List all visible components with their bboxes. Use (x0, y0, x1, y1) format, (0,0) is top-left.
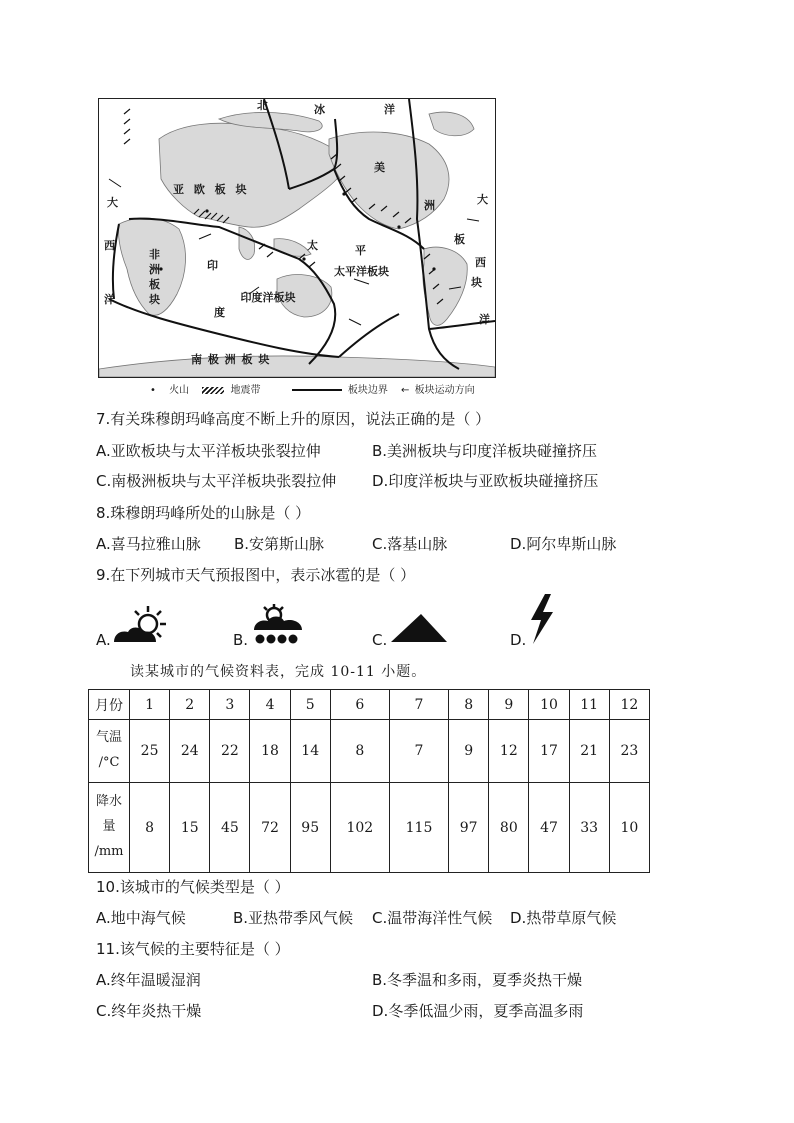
map-label-atlantic-r-yang: 洋 (479, 313, 490, 326)
map-label-atlantic-r-da: 大 (477, 193, 488, 206)
precip-cell: 8 (130, 783, 170, 873)
q11-option-b[interactable]: B.冬季温和多雨，夏季炎热干燥 (372, 971, 583, 989)
month-cell: 10 (529, 690, 569, 720)
q10-stem: 10.该城市的气候类型是（ ） (96, 878, 290, 896)
temp-cell: 12 (489, 720, 529, 783)
q11-option-d[interactable]: D.冬季低温少雨，夏季高温多雨 (372, 1002, 584, 1020)
precip-cell: 15 (170, 783, 210, 873)
legend-quake-icon (202, 387, 224, 394)
climate-table (88, 689, 650, 873)
table-row-precip (89, 783, 650, 873)
map-label-indian-yin: 印 (207, 259, 218, 272)
temp-cell: 22 (210, 720, 250, 783)
q9-option-a[interactable]: A. (96, 631, 111, 649)
map-label-north: 北 (257, 99, 268, 112)
q10-option-c[interactable]: C.温带海洋性气候 (372, 909, 493, 927)
legend-volcano-icon: • (150, 385, 156, 396)
q11-option-c[interactable]: C.终年炎热干燥 (96, 1002, 202, 1020)
map-label-atlantic-xi: 西 (104, 239, 115, 252)
month-cell: 3 (210, 690, 250, 720)
month-cell: 8 (449, 690, 489, 720)
q9-option-d[interactable]: D. (510, 631, 527, 649)
q7-option-c[interactable]: C.南极洲板块与太平洋板块张裂拉伸 (96, 472, 337, 490)
precip-cell: 102 (330, 783, 389, 873)
legend-motion-label: 板块运动方向 (414, 385, 475, 396)
month-cell: 12 (609, 690, 649, 720)
temp-cell: 24 (170, 720, 210, 783)
map-legend (150, 381, 485, 396)
month-cell: 5 (290, 690, 330, 720)
lightning-icon (527, 594, 555, 644)
temp-cell: 25 (130, 720, 170, 783)
month-cell: 6 (330, 690, 389, 720)
sunny-cloudy-icon (112, 604, 168, 644)
q10-option-a[interactable]: A.地中海气候 (96, 909, 186, 927)
precip-header: 降水 量 /mm (89, 783, 130, 873)
month-cell: 7 (389, 690, 448, 720)
map-label-eurasia: 亚 欧 板 块 (173, 183, 250, 196)
precip-cell: 97 (449, 783, 489, 873)
sandstorm-icon (389, 612, 449, 644)
month-cell: 4 (250, 690, 290, 720)
map-label-america-1: 美 (374, 161, 385, 174)
temp-cell: 17 (529, 720, 569, 783)
map-label-america-plate: 板 (454, 233, 465, 246)
legend-motion-icon: ← (401, 385, 410, 396)
table-row-months (89, 690, 650, 720)
q9-option-c[interactable]: C. (372, 631, 388, 649)
map-label-america-2: 洲 (424, 199, 435, 212)
month-cell: 11 (569, 690, 609, 720)
month-cell: 2 (170, 690, 210, 720)
map-label-pacific-tai: 太 (307, 239, 318, 252)
map-label-ice: 冰 (314, 103, 325, 116)
temp-cell: 8 (330, 720, 389, 783)
reading-instruction: 读某城市的气候资料表，完成 10-11 小题。 (130, 664, 427, 680)
q10-option-d[interactable]: D.热带草原气候 (510, 909, 617, 927)
map-label-ocean: 洋 (384, 103, 395, 116)
q8-option-a[interactable]: A.喜马拉雅山脉 (96, 535, 201, 553)
precip-cell: 45 (210, 783, 250, 873)
precip-cell: 33 (569, 783, 609, 873)
precip-cell: 115 (389, 783, 448, 873)
precip-cell: 80 (489, 783, 529, 873)
temp-cell: 18 (250, 720, 290, 783)
map-label-atlantic-da: 大 (107, 196, 118, 209)
map-label-pacific-ping: 平 (355, 244, 366, 257)
legend-boundary-label: 板块边界 (347, 385, 388, 396)
plate-map-drawing (99, 99, 495, 377)
precip-cell: 10 (609, 783, 649, 873)
temp-cell: 21 (569, 720, 609, 783)
month-cell: 9 (489, 690, 529, 720)
temp-cell: 14 (290, 720, 330, 783)
precip-cell: 95 (290, 783, 330, 873)
map-label-indian-du: 度 (214, 306, 225, 319)
map-label-atlantic-yang: 洋 (104, 293, 115, 306)
q8-stem: 8.珠穆朗玛峰所处的山脉是（ ） (96, 504, 311, 522)
month-header: 月份 (89, 690, 130, 720)
q8-option-c[interactable]: C.落基山脉 (372, 535, 448, 553)
map-label-africa: 非洲板块 (149, 248, 160, 306)
legend-volcano-label: 火山 (169, 385, 190, 396)
q9-option-b[interactable]: B. (233, 631, 249, 649)
q8-option-d[interactable]: D.阿尔卑斯山脉 (510, 535, 617, 553)
temp-cell: 23 (609, 720, 649, 783)
map-label-antarctic: 南 极 洲 板 块 (191, 353, 271, 366)
legend-boundary-icon (292, 389, 342, 391)
hail-icon (250, 604, 310, 646)
temp-cell: 7 (389, 720, 448, 783)
plate-map (98, 98, 496, 378)
table-row-temp (89, 720, 650, 783)
q10-option-b[interactable]: B.亚热带季风气候 (233, 909, 354, 927)
q7-stem: 7.有关珠穆朗玛峰高度不断上升的原因，说法正确的是（ ） (96, 410, 491, 428)
precip-cell: 47 (529, 783, 569, 873)
q11-stem: 11.该气候的主要特征是（ ） (96, 940, 290, 958)
q7-option-a[interactable]: A.亚欧板块与太平洋板块张裂拉伸 (96, 442, 321, 460)
q7-option-d[interactable]: D.印度洋板块与亚欧板块碰撞挤压 (372, 472, 599, 490)
temp-cell: 9 (449, 720, 489, 783)
map-label-america-block: 块 (471, 276, 482, 289)
precip-cell: 72 (250, 783, 290, 873)
q11-option-a[interactable]: A.终年温暖湿润 (96, 971, 201, 989)
month-cell: 1 (130, 690, 170, 720)
map-label-atlantic-r-xi: 西 (475, 256, 486, 269)
map-label-pacific-plate: 太平洋板块 (334, 265, 389, 278)
map-label-indian-plate: 印度洋板块 (240, 291, 296, 304)
temp-header: 气温 /°C (89, 720, 130, 783)
legend-quake-label: 地震带 (230, 385, 261, 396)
q8-option-b[interactable]: B.安第斯山脉 (234, 535, 325, 553)
q7-option-b[interactable]: B.美洲板块与印度洋板块碰撞挤压 (372, 442, 598, 460)
q9-stem: 9.在下列城市天气预报图中，表示冰雹的是（ ） (96, 566, 416, 584)
